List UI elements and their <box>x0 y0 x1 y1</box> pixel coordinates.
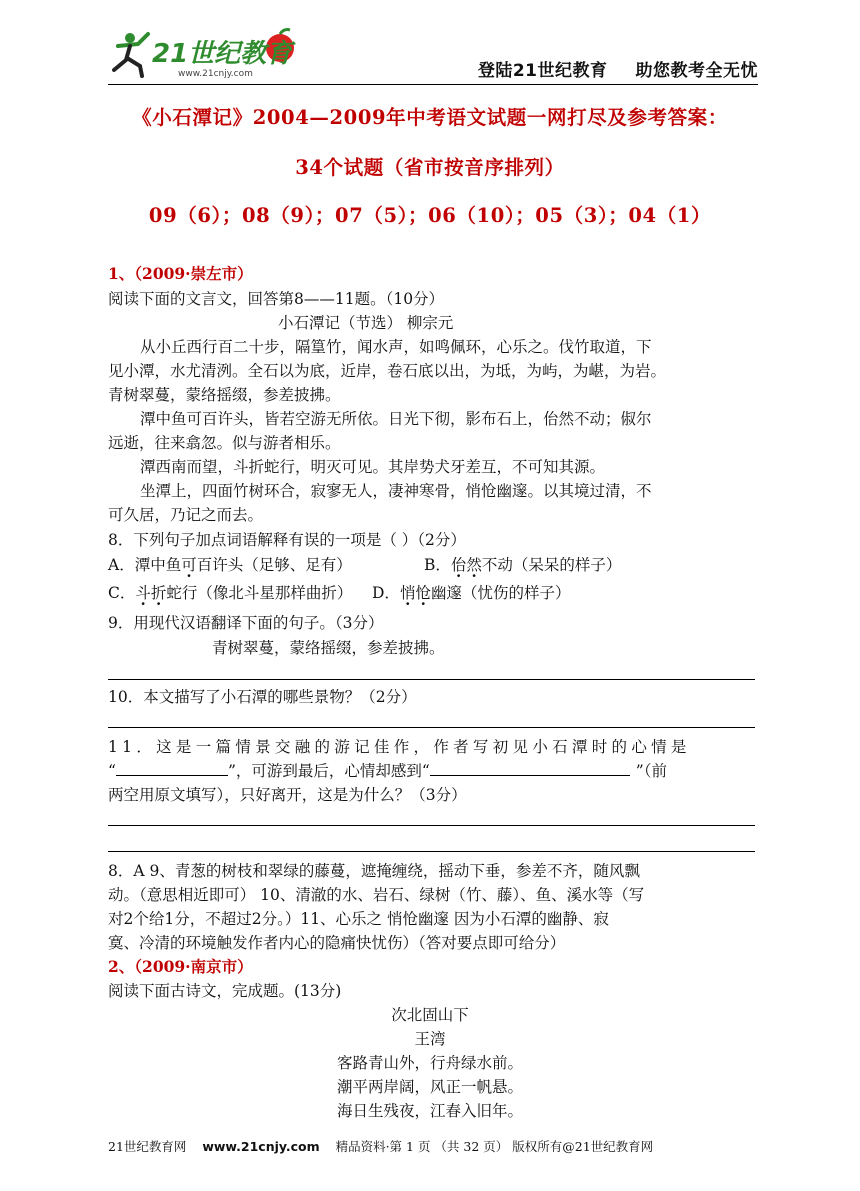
q11-blank-2[interactable] <box>430 773 630 776</box>
q8-option-a: A．潭中鱼可百许头（足够、足有） <box>108 556 352 574</box>
poem-line2: 潮平两岸阔，风正一帆悬。 <box>336 1078 523 1096</box>
poem-title: 次北固山下 <box>391 1006 469 1024</box>
q11-close-text: ”（前 <box>635 762 667 780</box>
section2-heading: 2、（2009·南京市） <box>108 957 253 976</box>
footer-url[interactable]: www.21cnjy.com <box>202 1139 320 1154</box>
text-title: 小石潭记（节选） 柳宗元 <box>278 314 454 332</box>
answer-line4: 寞、冷清的环境触发作者内心的隐痛快忧伤）（答对要点即可给分） <box>108 934 566 952</box>
logo-graphic <box>108 26 308 80</box>
q11-blank-1[interactable] <box>116 773 228 776</box>
q11-mid-text: ”，可游到最后，心情却感到“ <box>227 762 430 780</box>
para3: 潭西南而望，斗折蛇行，明灭可见。其岸势犬牙差互，不可知其源。 <box>140 458 606 476</box>
doc-title-line1: 《小石潭记》2004—2009年中考语文试题一网打尽及参考答案： <box>132 106 728 129</box>
question-11-line1: 11．这是一篇情景交融的游记佳作，作者写初见小石潭时的心情是 <box>108 738 691 756</box>
answer-line1: 8．A 9、青葱的树枝和翠绿的藤蔓，遮掩缠绕，摇动下垂，参差不齐，随风飘 <box>108 862 640 880</box>
footer-site: 21世纪教育网 <box>108 1139 187 1154</box>
q10-answer-line[interactable] <box>108 727 755 728</box>
page-header <box>108 26 758 82</box>
q11-answer-line-1[interactable] <box>108 825 755 826</box>
para1-line2: 见小潭，水尤清洌。全石以为底，近岸，卷石底以出，为坻，为屿，为嵁，为岩。 <box>108 362 667 380</box>
page-footer <box>108 1137 653 1155</box>
question-9: 9．用现代汉语翻译下面的句子。（3分） <box>108 614 384 632</box>
para2-line1: 潭中鱼可百许头，皆若空游无所依。日光下彻，影布石上，佁然不动；俶尔 <box>140 410 652 428</box>
footer-page-info: 精品资料·第 1 页 （共 32 页） 版权所有@21世纪教育网 <box>335 1139 654 1154</box>
answer-line3: 对2个给1分，不超过2分。）11、心乐之 悄怆幽邃 因为小石潭的幽静、寂 <box>108 910 609 928</box>
poem-line3: 海日生残夜，江春入旧年。 <box>336 1102 523 1120</box>
question-11-line2 <box>108 759 667 781</box>
question-8: 8．下列句子加点词语解释有误的一项是（ ）（2分） <box>108 531 466 549</box>
doc-title-line2: 34个试题（省市按音序排列） <box>295 156 565 179</box>
q9-sentence: 青树翠蔓，蒙络摇缀，参差披拂。 <box>212 639 445 657</box>
section1-heading: 1、（2009·崇左市） <box>108 264 253 283</box>
header-divider <box>108 84 758 85</box>
answer-line2: 动。（意思相近即可） 10、清澈的水、岩石、绿树（竹、藤）、鱼、溪水等（写 <box>108 886 645 904</box>
q9-answer-line[interactable] <box>108 679 755 680</box>
section2-intro: 阅读下面古诗文，完成题。(13分) <box>108 982 342 1000</box>
q8-option-b: B．佁然不动（呆呆的样子） <box>424 556 622 574</box>
question-10: 10．本文描写了小石潭的哪些景物？（2分） <box>108 688 417 706</box>
para1-line3: 青树翠蔓，蒙络摇缀，参差披拂。 <box>108 386 341 404</box>
q8-option-c: C．斗折蛇行（像北斗星那样曲折） <box>108 584 353 602</box>
para4-line2: 可久居，乃记之而去。 <box>108 506 264 524</box>
q11-open-quote: “ <box>108 762 116 780</box>
site-logo[interactable] <box>108 26 308 80</box>
q11-answer-line-2[interactable] <box>108 851 755 852</box>
poem-author: 王湾 <box>414 1030 446 1048</box>
slogan-left: 登陆21世纪教育 <box>477 61 608 81</box>
header-slogan <box>478 56 758 81</box>
q8-option-d: D．悄怆幽邃（忧伤的样子） <box>372 584 571 602</box>
logo-url: www.21cnjy.com <box>178 69 253 79</box>
para4-line1: 坐潭上，四面竹树环合，寂寥无人，凄神寒骨，悄怆幽邃。以其境过清，不 <box>140 482 652 500</box>
slogan-right: 助您教考全无忧 <box>635 61 758 81</box>
para2-line2: 远逝，往来翕忽。似与游者相乐。 <box>108 434 341 452</box>
doc-title-line3: 09（6）；08（9）；07（5）；06（10）；05（3）；04（1） <box>148 204 712 227</box>
para1-line1: 从小丘西行百二十步，隔篁竹，闻水声，如鸣佩环，心乐之。伐竹取道，下 <box>140 338 652 356</box>
logo-text: 21世纪教育 <box>152 39 293 69</box>
question-11-line3: 两空用原文填写），只好离开，这是为什么？（3分） <box>108 786 467 804</box>
poem-line1: 客路青山外，行舟绿水前。 <box>336 1054 523 1072</box>
section1-intro: 阅读下面的文言文，回答第8——11题。（10分） <box>108 290 445 308</box>
